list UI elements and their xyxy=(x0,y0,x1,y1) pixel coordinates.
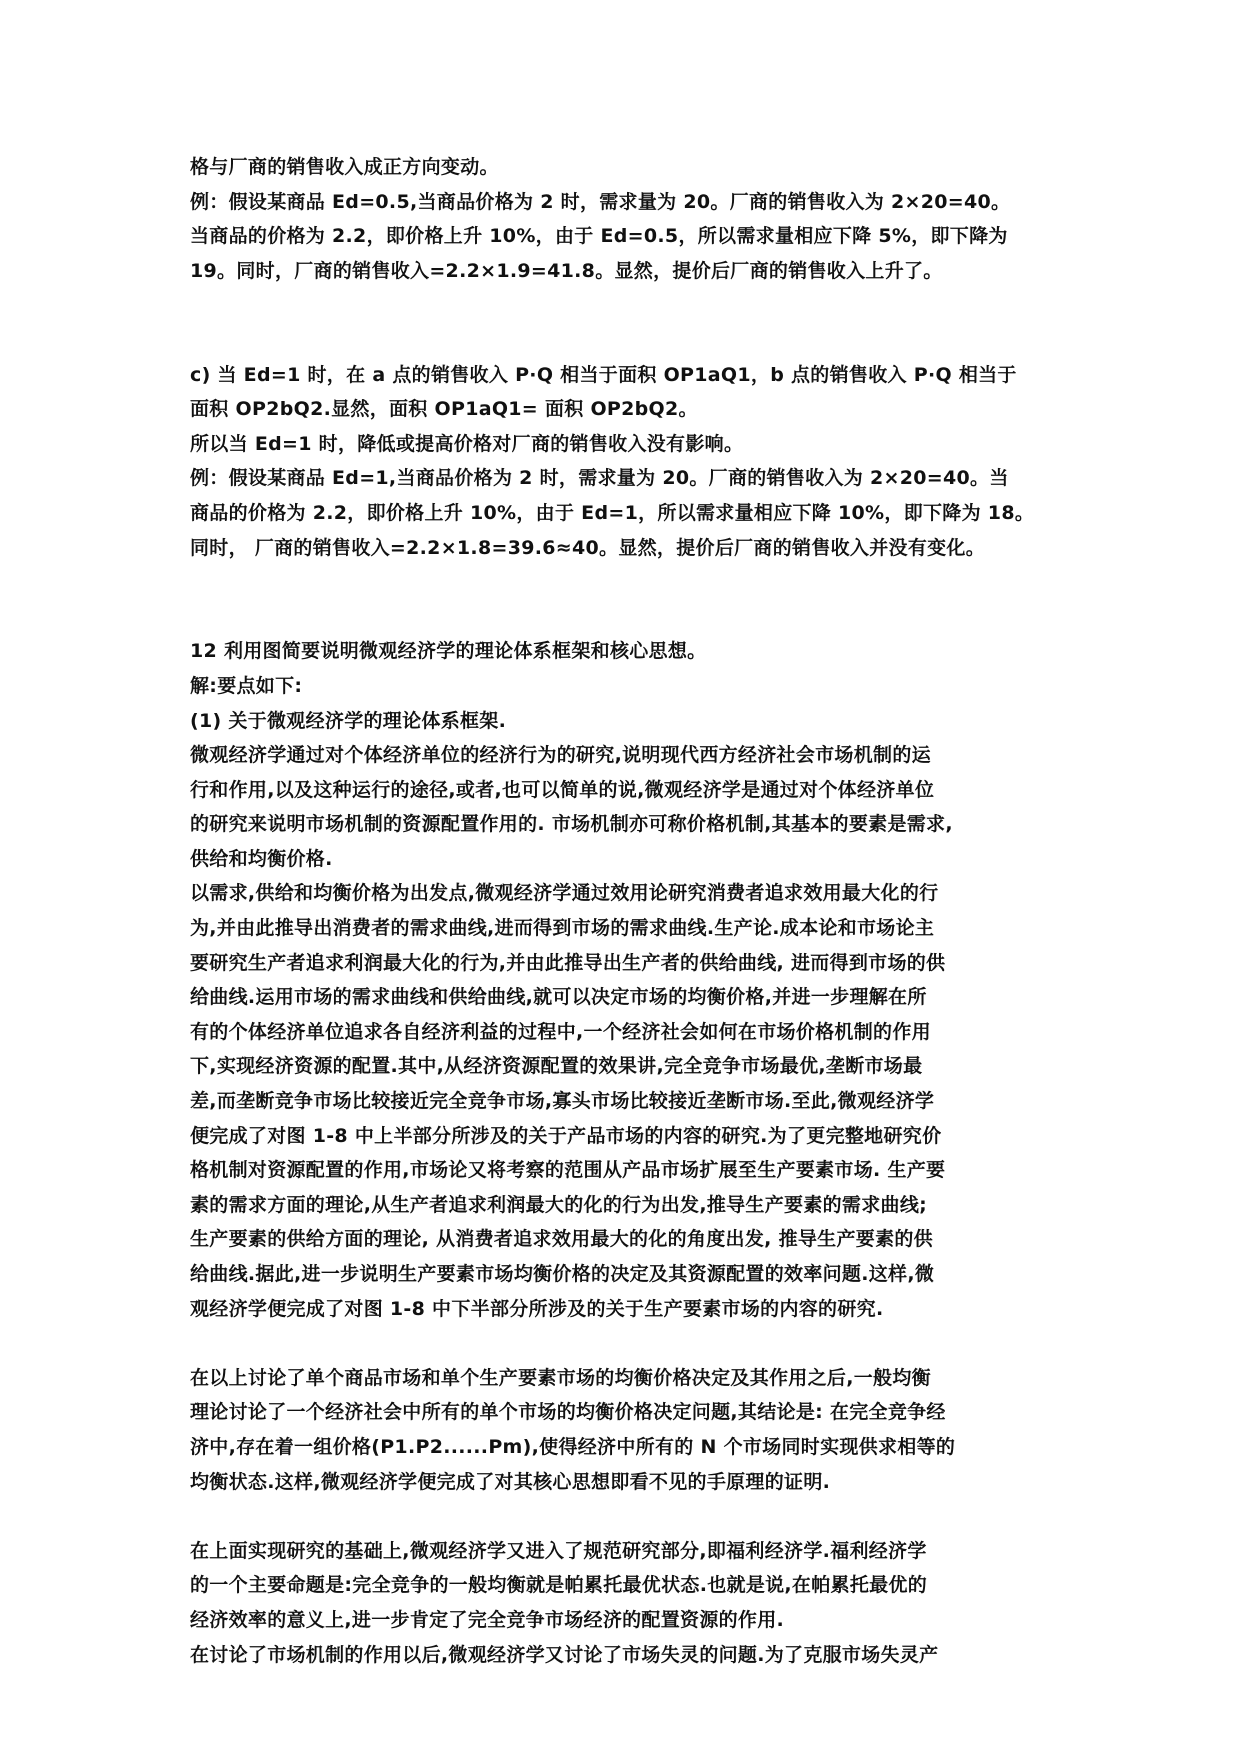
text-line: 在讨论了市场机制的作用以后,微观经济学又讨论了市场失灵的问题.为了克服市场失灵产 xyxy=(190,1643,939,1666)
blank-line xyxy=(190,600,1070,635)
text-line: 观经济学便完成了对图 1-8 中下半部分所涉及的关于生产要素市场的内容的研究. xyxy=(190,1297,884,1320)
document-page xyxy=(190,150,1070,1672)
text-line: 当商品的价格为 2.2，即价格上升 10%，由于 Ed=0.5，所以需求量相应下降 5%，即下降为 xyxy=(190,225,1008,248)
text-line: 生产要素的供给方面的理论, 从消费者追求效用最大的化的角度出发, 推导生产要素的供 xyxy=(190,1228,933,1251)
text-line: 商品的价格为 2.2，即价格上升 10%，由于 Ed=1，所以需求量相应下降 10%，即下降为 18。 xyxy=(190,501,1035,524)
text-line: 以需求,供给和均衡价格为出发点,微观经济学通过效用论研究消费者追求效用最大化的行 xyxy=(190,882,939,905)
text-line: 所以当 Ed=1 时，降低或提高价格对厂商的销售收入没有影响。 xyxy=(190,432,744,455)
text-line: 下,实现经济资源的配置.其中,从经济资源配置的效果讲,完全竞争市场最优,垄断市场最 xyxy=(190,1055,923,1078)
text-line: 的研究来说明市场机制的资源配置作用的. 市场机制亦可称价格机制,其基本的要素是需求, xyxy=(190,813,953,836)
text-line: 解:要点如下: xyxy=(190,674,303,697)
text-line: 例：假设某商品 Ed=0.5,当商品价格为 2 时，需求量为 20。厂商的销售收入为 2×20=40。 xyxy=(190,190,1011,213)
text-line: 为,并由此推导出消费者的需求曲线,进而得到市场的需求曲线.生产论.成本论和市场论主 xyxy=(190,917,935,940)
blank-line xyxy=(190,565,1070,600)
text-line: 格机制对资源配置的作用,市场论又将考察的范围从产品市场扩展至生产要素市场. 生产要 xyxy=(190,1159,946,1182)
text-line: 在以上讨论了单个商品市场和单个生产要素市场的均衡价格决定及其作用之后,一般均衡 xyxy=(190,1366,931,1389)
blank-line xyxy=(190,288,1070,323)
blank-line xyxy=(190,323,1070,358)
text-line: 的一个主要命题是:完全竞争的一般均衡就是帕累托最优状态.也就是说,在帕累托最优的 xyxy=(190,1574,928,1597)
text-line: 给曲线.运用市场的需求曲线和供给曲线,就可以决定市场的均衡价格,并进一步理解在所 xyxy=(190,986,927,1009)
text-line: 在上面实现研究的基础上,微观经济学又进入了规范研究部分,即福利经济学.福利经济学 xyxy=(190,1539,927,1562)
blank-line xyxy=(190,1499,1070,1534)
text-line: 差,而垄断竞争市场比较接近完全竞争市场,寡头市场比较接近垄断市场.至此,微观经济学 xyxy=(190,1090,935,1113)
text-line: 济中,存在着一组价格(P1.P2......Pm),使得经济中所有的 N 个市场同时实现供求相等的 xyxy=(190,1435,956,1458)
text-line: 要研究生产者追求利润最大化的行为,并由此推导出生产者的供给曲线, 进而得到市场的供 xyxy=(190,951,946,974)
text-line: (1) 关于微观经济学的理论体系框架. xyxy=(190,709,507,732)
text-line: 给曲线.据此,进一步说明生产要素市场均衡价格的决定及其资源配置的效率问题.这样,微 xyxy=(190,1263,935,1285)
text-line: 便完成了对图 1-8 中上半部分所涉及的关于产品市场的内容的研究.为了更完整地研究价 xyxy=(190,1124,942,1147)
text-line: 素的需求方面的理论,从生产者追求利润最大的化的行为出发,推导生产要素的需求曲线; xyxy=(190,1193,928,1216)
text-line: 行和作用,以及这种运行的途径,或者,也可以简单的说,微观经济学是通过对个体经济单位 xyxy=(190,778,935,801)
text-line: 格与厂商的销售收入成正方向变动。 xyxy=(190,156,499,178)
text-line: 供给和均衡价格. xyxy=(190,847,333,870)
text-line: 有的个体经济单位追求各自经济利益的过程中,一个经济社会如何在市场价格机制的作用 xyxy=(190,1020,931,1043)
blank-line xyxy=(190,1326,1070,1361)
text-line: 同时， 厂商的销售收入=2.2×1.8=39.6≈40。显然，提价后厂商的销售收入并没有变化。 xyxy=(190,536,986,559)
text-line: 12 利用图简要说明微观经济学的理论体系框架和核心思想。 xyxy=(190,640,707,663)
text-line: 经济效率的意义上,进一步肯定了完全竞争市场经济的配置资源的作用. xyxy=(190,1608,785,1631)
text-line: 19。同时，厂商的销售收入=2.2×1.9=41.8。显然，提价后厂商的销售收入上升了。 xyxy=(190,259,943,282)
text-line: 均衡状态.这样,微观经济学便完成了对其核心思想即看不见的手原理的证明. xyxy=(190,1470,831,1493)
text-line: 例：假设某商品 Ed=1,当商品价格为 2 时，需求量为 20。厂商的销售收入为 2×20=40。当 xyxy=(190,467,1009,490)
text-line: 理论讨论了一个经济社会中所有的单个市场的均衡价格决定问题,其结论是: 在完全竞争经 xyxy=(190,1401,946,1424)
text-line: c) 当 Ed=1 时，在 a 点的销售收入 P·Q 相当于面积 OP1aQ1，b 点的销售收入 P·Q 相当于 xyxy=(190,363,1017,386)
text-line: 面积 OP2bQ2.显然，面积 OP1aQ1= 面积 OP2bQ2。 xyxy=(190,398,698,421)
text-line: 微观经济学通过对个体经济单位的经济行为的研究,说明现代西方经济社会市场机制的运 xyxy=(190,744,931,767)
